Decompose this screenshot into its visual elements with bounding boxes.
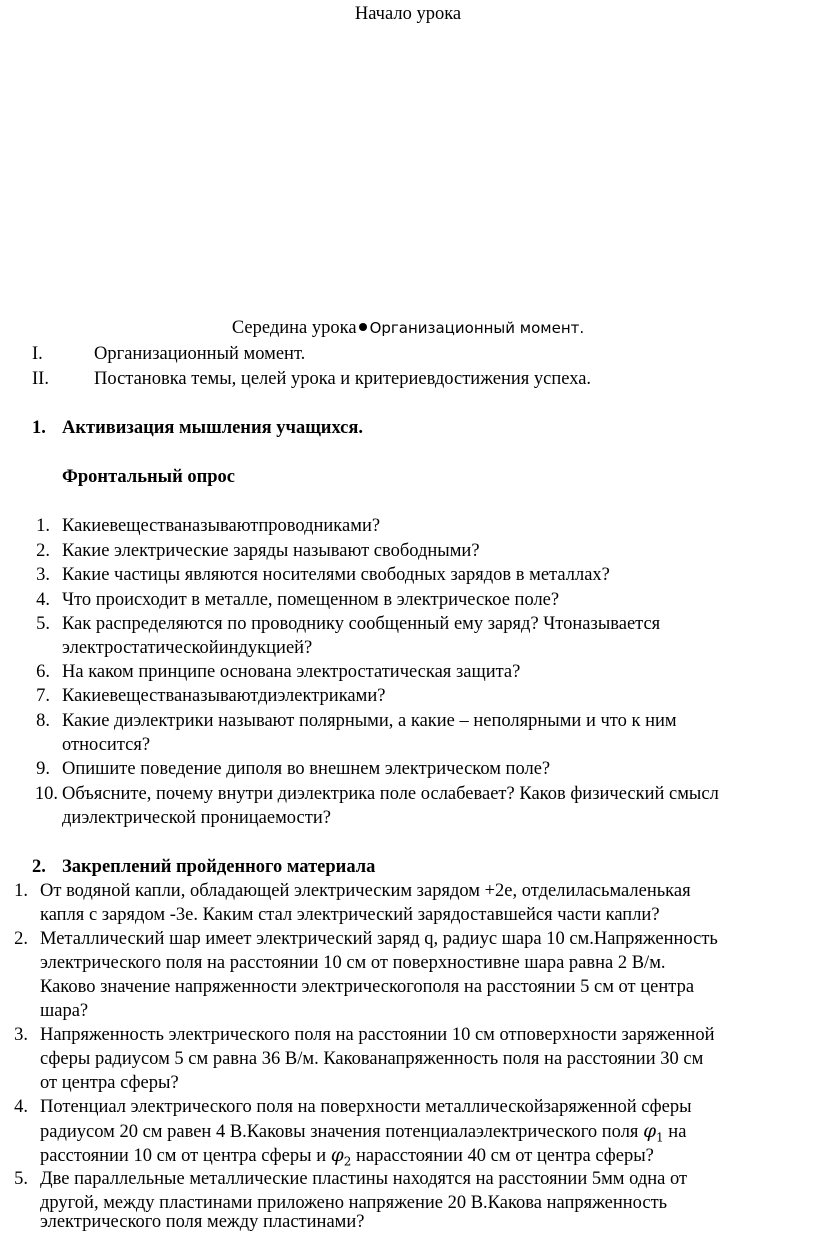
list-item: Опишите поведение диполя во внешнем электрическом поле?: [62, 759, 551, 779]
list-number: 6.: [36, 662, 50, 682]
list-item-continuation: электростатическойиндукцией?: [62, 638, 313, 658]
list-item-continuation: Каково значение напряженности электрическогополя на расстоянии 5 см от центра: [40, 977, 695, 997]
phi1-symbol: $\varphi_1$: [643, 1121, 664, 1145]
list-number: 9.: [36, 759, 50, 779]
middle-title: Середина урока: [231, 318, 357, 338]
list-item: Потенциал электрического поля на поверхности металлическойзаряженной сферы: [40, 1097, 692, 1117]
list-item: От водяной капли, обладающей электрическим зарядом +2е, отделиласьмаленькая: [40, 881, 691, 901]
lesson-middle-heading: [0, 318, 816, 339]
list-item: На каком принципе основана электростатическая защита?: [62, 662, 521, 682]
list-number: 8.: [36, 711, 50, 731]
list-item: Какие электрические заряды называют свободными?: [62, 541, 480, 561]
roman-num: I.: [32, 344, 43, 364]
section-number: 1.: [32, 418, 46, 438]
list-item: Металлический шар имеет электрический заряд q, радиус шара 10 см.Напряженность: [40, 929, 718, 949]
middle-bullet-text: Организационный момент.: [369, 319, 585, 337]
list-item: Как распределяются по проводнику сообщенный ему заряд? Чтоназывается: [62, 614, 661, 634]
list-number: 5.: [36, 614, 50, 634]
list-item: Две параллельные металлические пластины находятся на расстоянии 5мм одна от: [40, 1169, 688, 1189]
section-number: 2.: [32, 857, 46, 877]
list-number: 1.: [14, 881, 28, 901]
list-item: Какиевеществаназываютпроводниками?: [62, 516, 381, 536]
list-number: 4.: [36, 590, 50, 610]
list-item-continuation: [40, 1145, 654, 1169]
list-item: Какие диэлектрики называют полярными, а какие – неполярными и что к ним: [62, 711, 677, 731]
line-text: на: [663, 1122, 687, 1142]
roman-item-text: Организационный момент.: [94, 344, 306, 364]
list-item: Что происходит в металле, помещенном в электрическое поле?: [62, 590, 560, 610]
list-number: 2.: [36, 541, 50, 561]
list-item-continuation: относится?: [62, 735, 151, 755]
list-item-continuation: капля с зарядом -3е. Каким стал электрический зарядоставшейся части капли?: [40, 905, 660, 925]
bullet-icon: [359, 323, 367, 331]
list-number: 10.: [34, 784, 58, 804]
line-text: расстоянии 10 см от центра сферы и: [40, 1146, 331, 1166]
list-item-continuation: от центра сферы?: [40, 1073, 179, 1093]
line-text: нарасстоянии 40 см от центра сферы?: [351, 1146, 654, 1166]
list-item: Напряженность электрического поля на расстоянии 10 см отповерхности заряженной: [40, 1025, 715, 1045]
list-number: 7.: [36, 686, 50, 706]
list-number: 1.: [36, 516, 50, 536]
list-item-continuation: сферы радиусом 5 см равна 36 В/м. Какованапряженность поля на расстоянии 30 см: [40, 1049, 704, 1069]
roman-num: II.: [32, 369, 49, 389]
line-text: радиусом 20 см равен 4 В.Каковы значения потенциалаэлектрического поля: [40, 1122, 644, 1142]
list-item: Какие частицы являются носителями свободных зарядов в металлах?: [62, 565, 610, 585]
phi2-symbol: $\varphi_2$: [330, 1145, 352, 1169]
lesson-start-heading: Начало урока: [354, 4, 462, 24]
list-number: 3.: [36, 565, 50, 585]
list-item-continuation: электрического поля между пластинами?: [40, 1212, 365, 1232]
list-item-continuation: диэлектрической проницаемости?: [62, 808, 331, 828]
roman-item-text: Постановка темы, целей урока и критериевдостижения успеха.: [94, 369, 592, 389]
list-item-continuation: электрического поля на расстоянии 10 см от поверхностивне шара равна 2 В/м.: [40, 953, 666, 973]
list-item-continuation: [40, 1121, 686, 1145]
list-number: 2.: [14, 929, 28, 949]
list-item: Объясните, почему внутри диэлектрика поле ослабевает? Каков физический смысл: [62, 784, 719, 804]
list-number: 5.: [14, 1169, 28, 1189]
section-title: Активизация мышления учащихся.: [62, 418, 364, 438]
list-number: 3.: [14, 1025, 28, 1045]
list-item: Какиевеществаназываютдиэлектриками?: [62, 686, 386, 706]
section-subtitle: Фронтальный опрос: [62, 467, 236, 487]
section-title: Закреплений пройденного материала: [62, 857, 376, 877]
list-number: 4.: [14, 1097, 28, 1117]
list-item-continuation: шара?: [40, 1001, 89, 1021]
list-item-continuation: другой, между пластинами приложено напряжение 20 В.Какова напряженность: [40, 1193, 668, 1213]
